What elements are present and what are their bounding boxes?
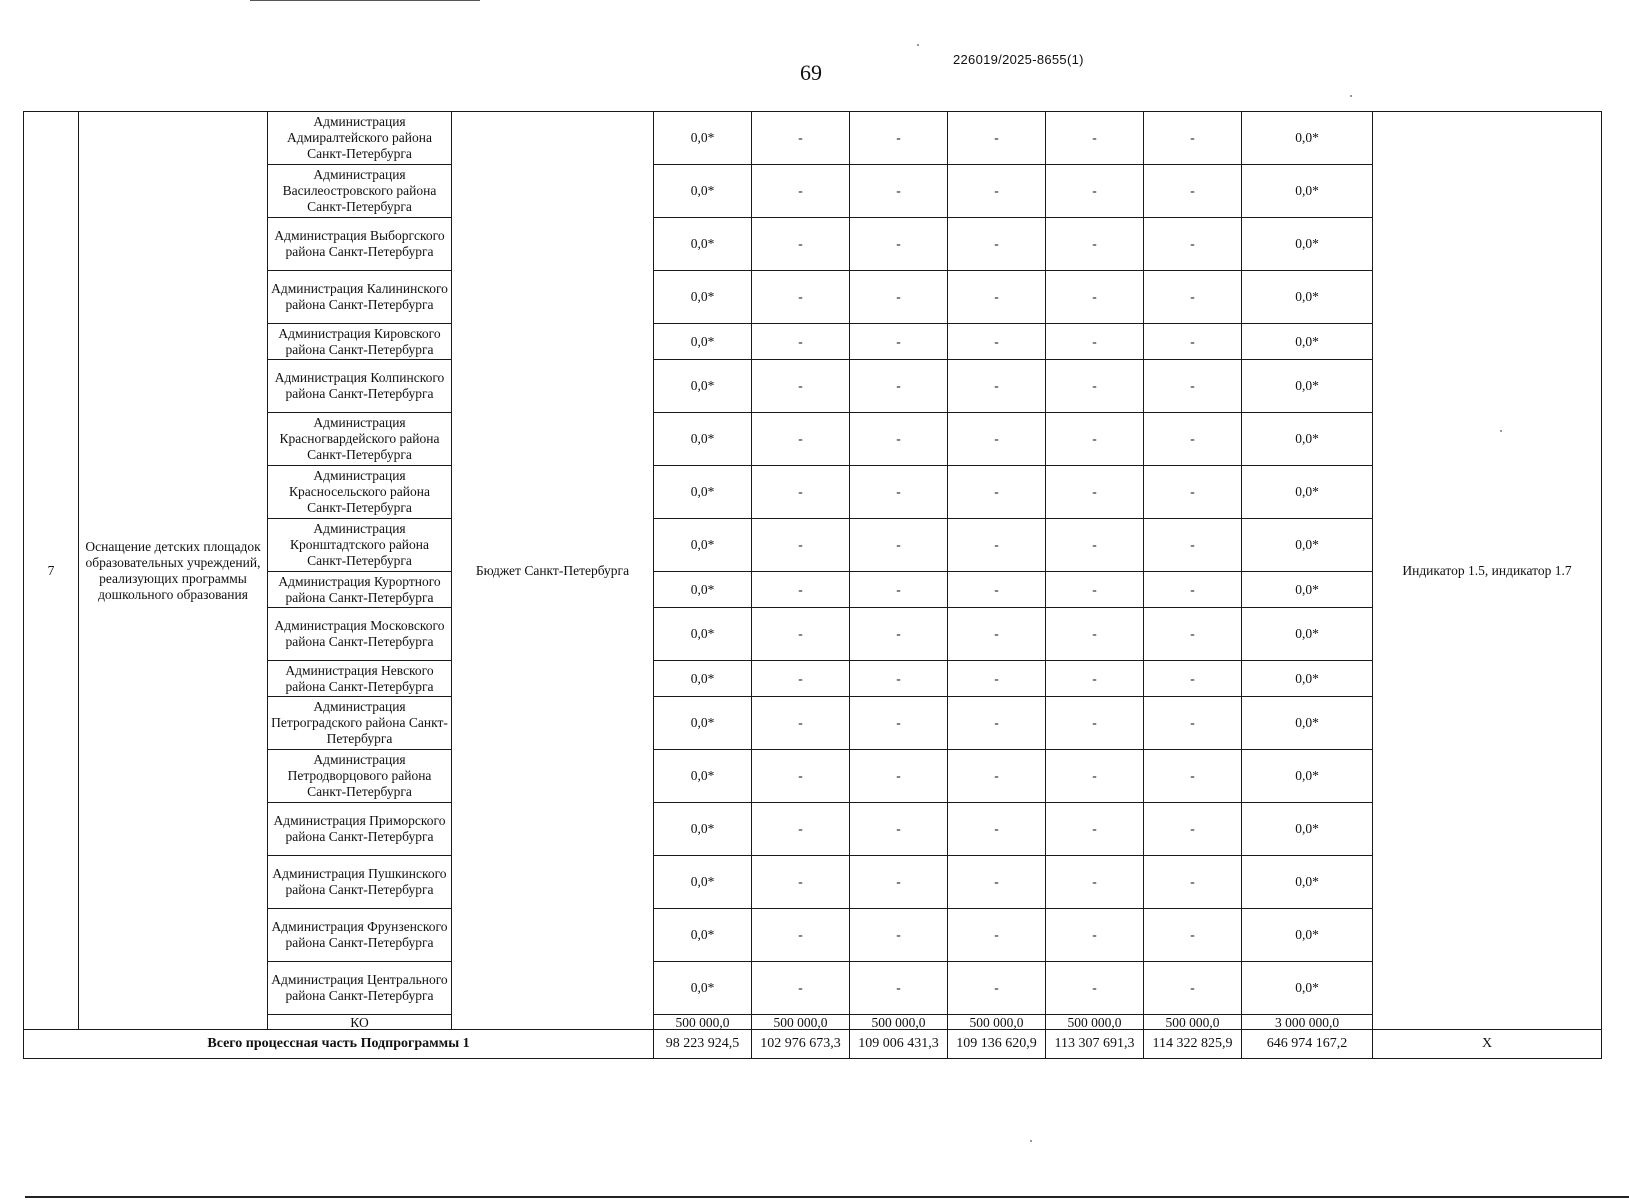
year-value-cell: - — [850, 856, 948, 909]
row-total-cell: 0,0* — [1242, 165, 1373, 218]
year-value-cell: - — [752, 909, 850, 962]
row-total-cell: 0,0* — [1242, 324, 1373, 360]
org-name-cell: Администрация Выборгского района Санкт-Петербурга — [268, 218, 452, 271]
row-total-cell: 0,0* — [1242, 909, 1373, 962]
year-value-cell: - — [850, 572, 948, 608]
year-value-cell: 0,0* — [654, 661, 752, 697]
year-value-cell: - — [948, 360, 1046, 413]
item-number: 7 — [24, 112, 79, 1030]
year-value-cell: 0,0* — [654, 466, 752, 519]
org-name-cell: Администрация Курортного района Санкт-Петербурга — [268, 572, 452, 608]
year-value-cell: - — [752, 218, 850, 271]
grand-total-row — [24, 1030, 1602, 1059]
year-value-cell: 0,0* — [654, 697, 752, 750]
grand-total-value-cell: 109 136 620,9 — [948, 1030, 1046, 1059]
year-value-cell: - — [752, 112, 850, 165]
org-name-cell: Администрация Невского района Санкт-Петербурга — [268, 661, 452, 697]
year-value-cell: - — [752, 165, 850, 218]
row-total-cell: 0,0* — [1242, 856, 1373, 909]
table-row — [24, 112, 1602, 165]
year-value-cell: - — [752, 962, 850, 1015]
org-name-cell: Администрация Петроградского района Санкт-Петербурга — [268, 697, 452, 750]
year-value-cell: - — [948, 856, 1046, 909]
year-value-cell: - — [1144, 324, 1242, 360]
year-value-cell: - — [752, 572, 850, 608]
ko-value-cell: 3 000 000,0 — [1242, 1015, 1373, 1030]
year-value-cell: - — [850, 165, 948, 218]
year-value-cell: - — [1046, 271, 1144, 324]
year-value-cell: - — [850, 803, 948, 856]
row-total-cell: 0,0* — [1242, 271, 1373, 324]
year-value-cell: - — [1144, 466, 1242, 519]
year-value-cell: - — [752, 856, 850, 909]
org-name-cell: Администрация Кронштадтского района Санкт-Петербурга — [268, 519, 452, 572]
year-value-cell: - — [1144, 750, 1242, 803]
year-value-cell: - — [948, 519, 1046, 572]
year-value-cell: - — [850, 218, 948, 271]
year-value-cell: - — [948, 962, 1046, 1015]
year-value-cell: - — [1144, 856, 1242, 909]
grand-total-indicator: Х — [1373, 1030, 1602, 1059]
year-value-cell: - — [1144, 165, 1242, 218]
org-name-cell: Администрация Василеостровского района Санкт-Петербурга — [268, 165, 452, 218]
year-value-cell: - — [1144, 218, 1242, 271]
org-name-cell: Администрация Колпинского района Санкт-Петербурга — [268, 360, 452, 413]
funding-source: Бюджет Санкт-Петербурга — [452, 112, 654, 1030]
year-value-cell: - — [850, 413, 948, 466]
scan-edge-line — [25, 1196, 1629, 1198]
year-value-cell: - — [948, 803, 1046, 856]
year-value-cell: - — [1046, 360, 1144, 413]
year-value-cell: - — [752, 608, 850, 661]
year-value-cell: - — [1144, 697, 1242, 750]
year-value-cell: - — [850, 360, 948, 413]
scan-speck — [1350, 95, 1352, 97]
indicator-cell: Индикатор 1.5, индикатор 1.7 — [1373, 112, 1602, 1030]
year-value-cell: 0,0* — [654, 360, 752, 413]
year-value-cell: - — [1046, 324, 1144, 360]
year-value-cell: - — [850, 697, 948, 750]
year-value-cell: - — [948, 661, 1046, 697]
org-name-cell: Администрация Петродворцового района Санкт-Петербурга — [268, 750, 452, 803]
year-value-cell: - — [948, 697, 1046, 750]
row-total-cell: 0,0* — [1242, 519, 1373, 572]
grand-total-value-cell: 114 322 825,9 — [1144, 1030, 1242, 1059]
row-total-cell: 0,0* — [1242, 750, 1373, 803]
org-name-cell: Администрация Приморского района Санкт-Петербурга — [268, 803, 452, 856]
ko-value-cell: 500 000,0 — [1046, 1015, 1144, 1030]
year-value-cell: - — [752, 271, 850, 324]
year-value-cell: - — [1144, 360, 1242, 413]
row-total-cell: 0,0* — [1242, 218, 1373, 271]
item-description: Оснащение детских площадок образовательных учреждений, реализующих программы дошкольного образования — [79, 112, 268, 1030]
year-value-cell: - — [850, 608, 948, 661]
grand-total-value-cell: 109 006 431,3 — [850, 1030, 948, 1059]
year-value-cell: - — [1046, 803, 1144, 856]
year-value-cell: - — [752, 750, 850, 803]
year-value-cell: - — [948, 112, 1046, 165]
year-value-cell: 0,0* — [654, 165, 752, 218]
budget-table — [23, 111, 1602, 1059]
year-value-cell: 0,0* — [654, 324, 752, 360]
year-value-cell: - — [948, 466, 1046, 519]
year-value-cell: 0,0* — [654, 218, 752, 271]
year-value-cell: - — [1046, 413, 1144, 466]
year-value-cell: - — [948, 271, 1046, 324]
row-total-cell: 0,0* — [1242, 413, 1373, 466]
year-value-cell: - — [948, 572, 1046, 608]
year-value-cell: - — [752, 324, 850, 360]
year-value-cell: - — [752, 519, 850, 572]
year-value-cell: - — [1144, 519, 1242, 572]
year-value-cell: - — [850, 962, 948, 1015]
row-total-cell: 0,0* — [1242, 466, 1373, 519]
document-id: 226019/2025-8655(1) — [953, 52, 1084, 67]
grand-total-value-cell: 98 223 924,5 — [654, 1030, 752, 1059]
org-name-cell: Администрация Фрунзенского района Санкт-Петербурга — [268, 909, 452, 962]
year-value-cell: - — [1046, 962, 1144, 1015]
org-name-cell: Администрация Адмиралтейского района Санкт-Петербурга — [268, 112, 452, 165]
year-value-cell: - — [1046, 608, 1144, 661]
row-total-cell: 0,0* — [1242, 803, 1373, 856]
year-value-cell: - — [850, 661, 948, 697]
year-value-cell: - — [850, 466, 948, 519]
year-value-cell: 0,0* — [654, 803, 752, 856]
year-value-cell: - — [1144, 909, 1242, 962]
year-value-cell: - — [948, 324, 1046, 360]
year-value-cell: - — [850, 271, 948, 324]
year-value-cell: - — [948, 750, 1046, 803]
year-value-cell: 0,0* — [654, 271, 752, 324]
ko-value-cell: 500 000,0 — [948, 1015, 1046, 1030]
year-value-cell: - — [1144, 112, 1242, 165]
year-value-cell: - — [752, 697, 850, 750]
year-value-cell: - — [1046, 572, 1144, 608]
ko-label: КО — [268, 1015, 452, 1030]
year-value-cell: - — [1046, 697, 1144, 750]
year-value-cell: - — [752, 413, 850, 466]
grand-total-value-cell: 646 974 167,2 — [1242, 1030, 1373, 1059]
year-value-cell: 0,0* — [654, 962, 752, 1015]
org-name-cell: Администрация Центрального района Санкт-Петербурга — [268, 962, 452, 1015]
year-value-cell: 0,0* — [654, 856, 752, 909]
year-value-cell: - — [752, 466, 850, 519]
year-value-cell: 0,0* — [654, 413, 752, 466]
row-total-cell: 0,0* — [1242, 697, 1373, 750]
org-name-cell: Администрация Красносельского района Санкт-Петербурга — [268, 466, 452, 519]
year-value-cell: - — [850, 324, 948, 360]
ko-value-cell: 500 000,0 — [1144, 1015, 1242, 1030]
year-value-cell: - — [948, 608, 1046, 661]
year-value-cell: - — [1144, 962, 1242, 1015]
year-value-cell: - — [1046, 856, 1144, 909]
year-value-cell: - — [1046, 909, 1144, 962]
year-value-cell: - — [1046, 466, 1144, 519]
row-total-cell: 0,0* — [1242, 661, 1373, 697]
year-value-cell: - — [1046, 519, 1144, 572]
row-total-cell: 0,0* — [1242, 608, 1373, 661]
year-value-cell: - — [1144, 572, 1242, 608]
year-value-cell: - — [948, 218, 1046, 271]
scan-speck — [1030, 1140, 1032, 1142]
row-total-cell: 0,0* — [1242, 112, 1373, 165]
year-value-cell: 0,0* — [654, 112, 752, 165]
year-value-cell: - — [1046, 112, 1144, 165]
year-value-cell: - — [850, 909, 948, 962]
org-name-cell: Администрация Калининского района Санкт-Петербурга — [268, 271, 452, 324]
year-value-cell: - — [850, 112, 948, 165]
year-value-cell: - — [850, 519, 948, 572]
year-value-cell: - — [752, 661, 850, 697]
scan-speck — [917, 44, 919, 46]
grand-total-value-cell: 113 307 691,3 — [1046, 1030, 1144, 1059]
year-value-cell: - — [948, 165, 1046, 218]
page-number: 69 — [800, 60, 822, 85]
grand-total-value-cell: 102 976 673,3 — [752, 1030, 850, 1059]
scan-edge-line — [250, 0, 480, 1]
year-value-cell: - — [1144, 803, 1242, 856]
year-value-cell: - — [752, 360, 850, 413]
year-value-cell: 0,0* — [654, 608, 752, 661]
grand-total-label: Всего процессная часть Подпрограммы 1 — [24, 1030, 654, 1059]
year-value-cell: - — [1144, 608, 1242, 661]
year-value-cell: - — [1046, 165, 1144, 218]
year-value-cell: - — [850, 750, 948, 803]
org-name-cell: Администрация Красногвардейского района Санкт-Петербурга — [268, 413, 452, 466]
row-total-cell: 0,0* — [1242, 572, 1373, 608]
year-value-cell: - — [1046, 750, 1144, 803]
year-value-cell: 0,0* — [654, 519, 752, 572]
year-value-cell: - — [948, 413, 1046, 466]
org-name-cell: Администрация Пушкинского района Санкт-Петербурга — [268, 856, 452, 909]
year-value-cell: - — [1144, 271, 1242, 324]
ko-value-cell: 500 000,0 — [850, 1015, 948, 1030]
ko-value-cell: 500 000,0 — [654, 1015, 752, 1030]
row-total-cell: 0,0* — [1242, 360, 1373, 413]
year-value-cell: - — [1046, 218, 1144, 271]
year-value-cell: - — [752, 803, 850, 856]
org-name-cell: Администрация Московского района Санкт-Петербурга — [268, 608, 452, 661]
year-value-cell: - — [1046, 661, 1144, 697]
row-total-cell: 0,0* — [1242, 962, 1373, 1015]
year-value-cell: - — [1144, 413, 1242, 466]
year-value-cell: 0,0* — [654, 572, 752, 608]
ko-value-cell: 500 000,0 — [752, 1015, 850, 1030]
year-value-cell: - — [948, 909, 1046, 962]
year-value-cell: - — [1144, 661, 1242, 697]
org-name-cell: Администрация Кировского района Санкт-Петербурга — [268, 324, 452, 360]
year-value-cell: 0,0* — [654, 909, 752, 962]
year-value-cell: 0,0* — [654, 750, 752, 803]
